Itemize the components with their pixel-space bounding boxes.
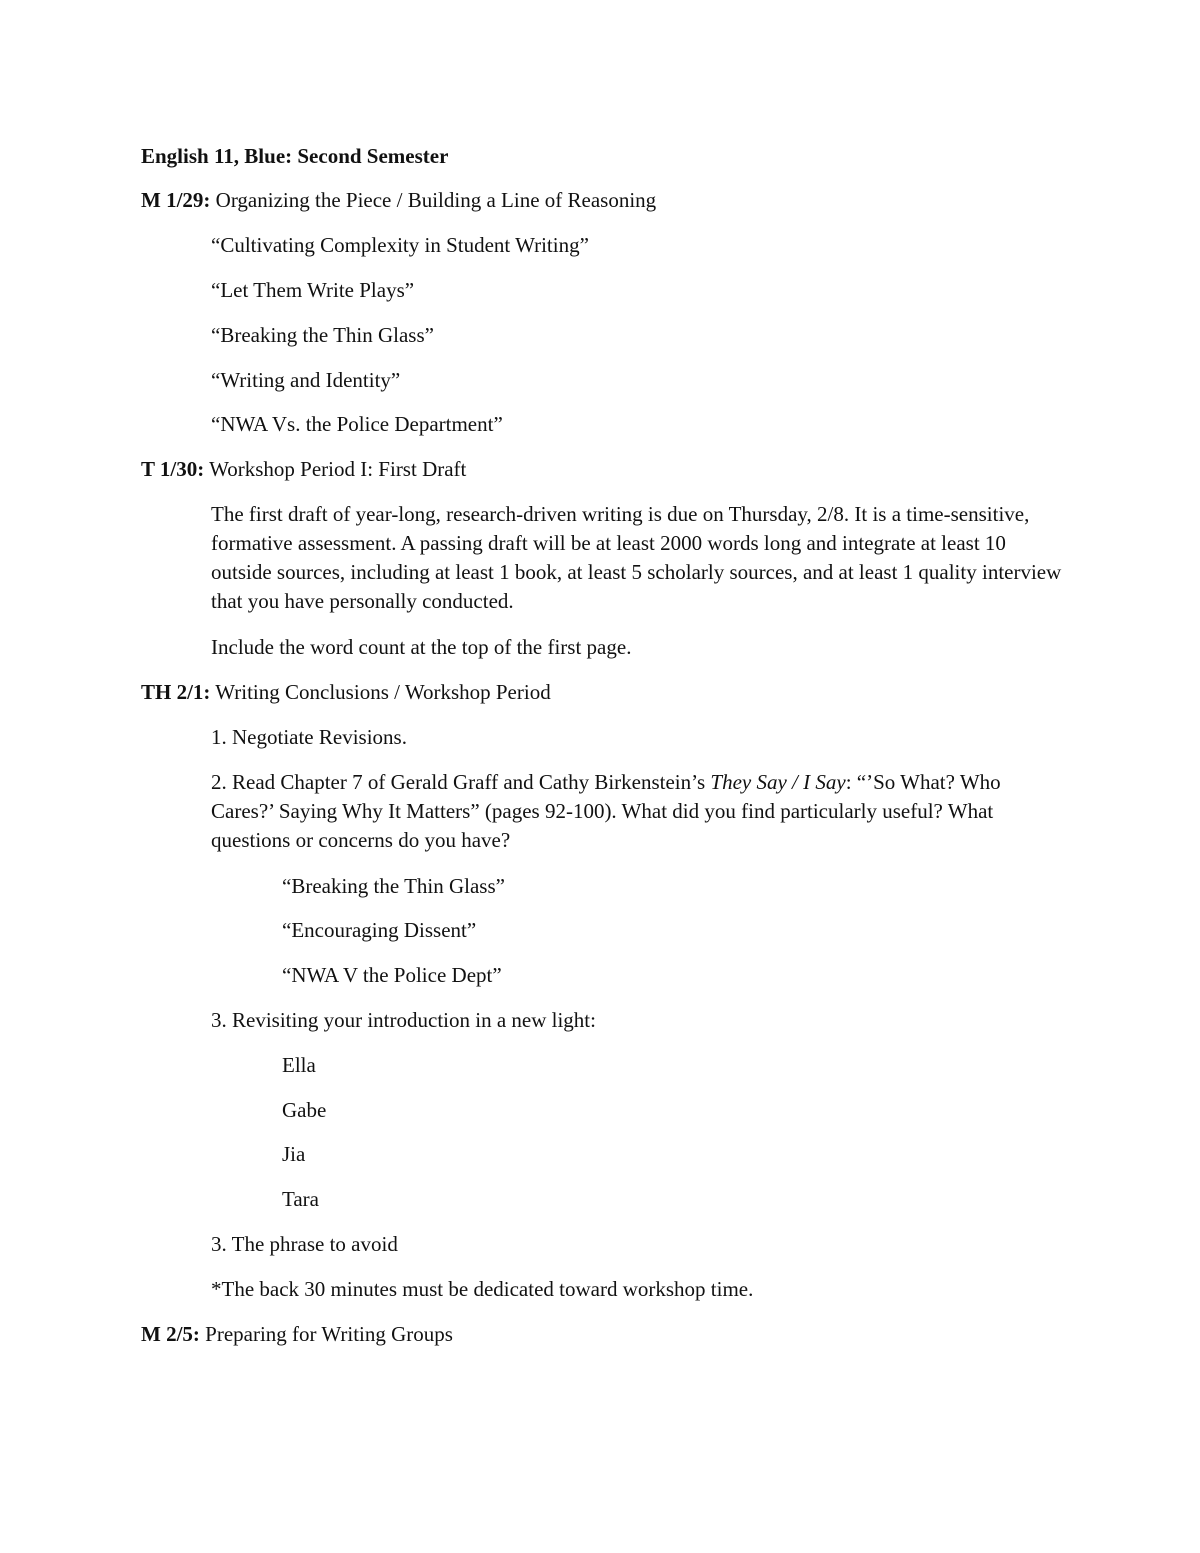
session-date: T 1/30: [141,457,205,481]
reading-item: “Writing and Identity” [211,368,401,392]
task-item-3: 3. Revisiting your introduction in a new light: [211,1008,596,1032]
reading-item: “Cultivating Complexity in Student Writing” [211,233,589,257]
student-name: Jia [282,1142,306,1166]
task-item-1: 1. Negotiate Revisions. [211,725,407,749]
document-title: English 11, Blue: Second Semester [141,144,449,168]
reading-item: “Let Them Write Plays” [211,278,415,302]
reading-item: “NWA V the Police Dept” [282,963,502,987]
reading-item: “NWA Vs. the Police Department” [211,412,503,436]
session-date: M 2/5: [141,1322,200,1346]
task-item-2-intro: 2. Read Chapter 7 of Gerald Graff and Cathy Birkenstein’s [211,770,711,794]
task-item-2 [211,768,1066,855]
session-topic: Organizing the Piece / Building a Line of Reasoning [210,188,657,212]
session-heading-m129 [141,186,656,215]
task-item-2-detail: : “’So What? Who Cares?’ Saying Why It Matters” (pages 92-100). What did you find particularly useful? What questions or concerns do you have? [211,770,1001,852]
session-heading-m25 [141,1320,453,1349]
draft-requirements-paragraph: The first draft of year-long, research-driven writing is due on Thursday, 2/8. It is a time-sensitive, formative assessment. A passing draft will be at least 2000 words long and integrate at least 10 outside sources, including at least 1 book, at least 5 scholarly sources, and at least 1 quality interview that you have personally conducted. [211,502,1062,613]
student-name: Tara [282,1187,319,1211]
reading-item: “Encouraging Dissent” [282,918,477,942]
session-heading-t130 [141,455,466,484]
session-date: TH 2/1: [141,680,211,704]
task-item-3b: 3. The phrase to avoid [211,1232,398,1256]
reading-item: “Breaking the Thin Glass” [211,323,434,347]
student-name: Ella [282,1053,316,1077]
book-title: They Say / I Say [710,770,846,794]
session-topic: Workshop Period I: First Draft [204,457,467,481]
session-topic: Writing Conclusions / Workshop Period [210,680,551,704]
session-date: M 1/29: [141,188,211,212]
reading-item: “Breaking the Thin Glass” [282,874,505,898]
session-topic: Preparing for Writing Groups [199,1322,453,1346]
word-count-note: Include the word count at the top of the first page. [211,635,632,659]
workshop-footnote: *The back 30 minutes must be dedicated toward workshop time. [211,1277,754,1301]
student-name: Gabe [282,1098,327,1122]
session-heading-th21 [141,678,551,707]
